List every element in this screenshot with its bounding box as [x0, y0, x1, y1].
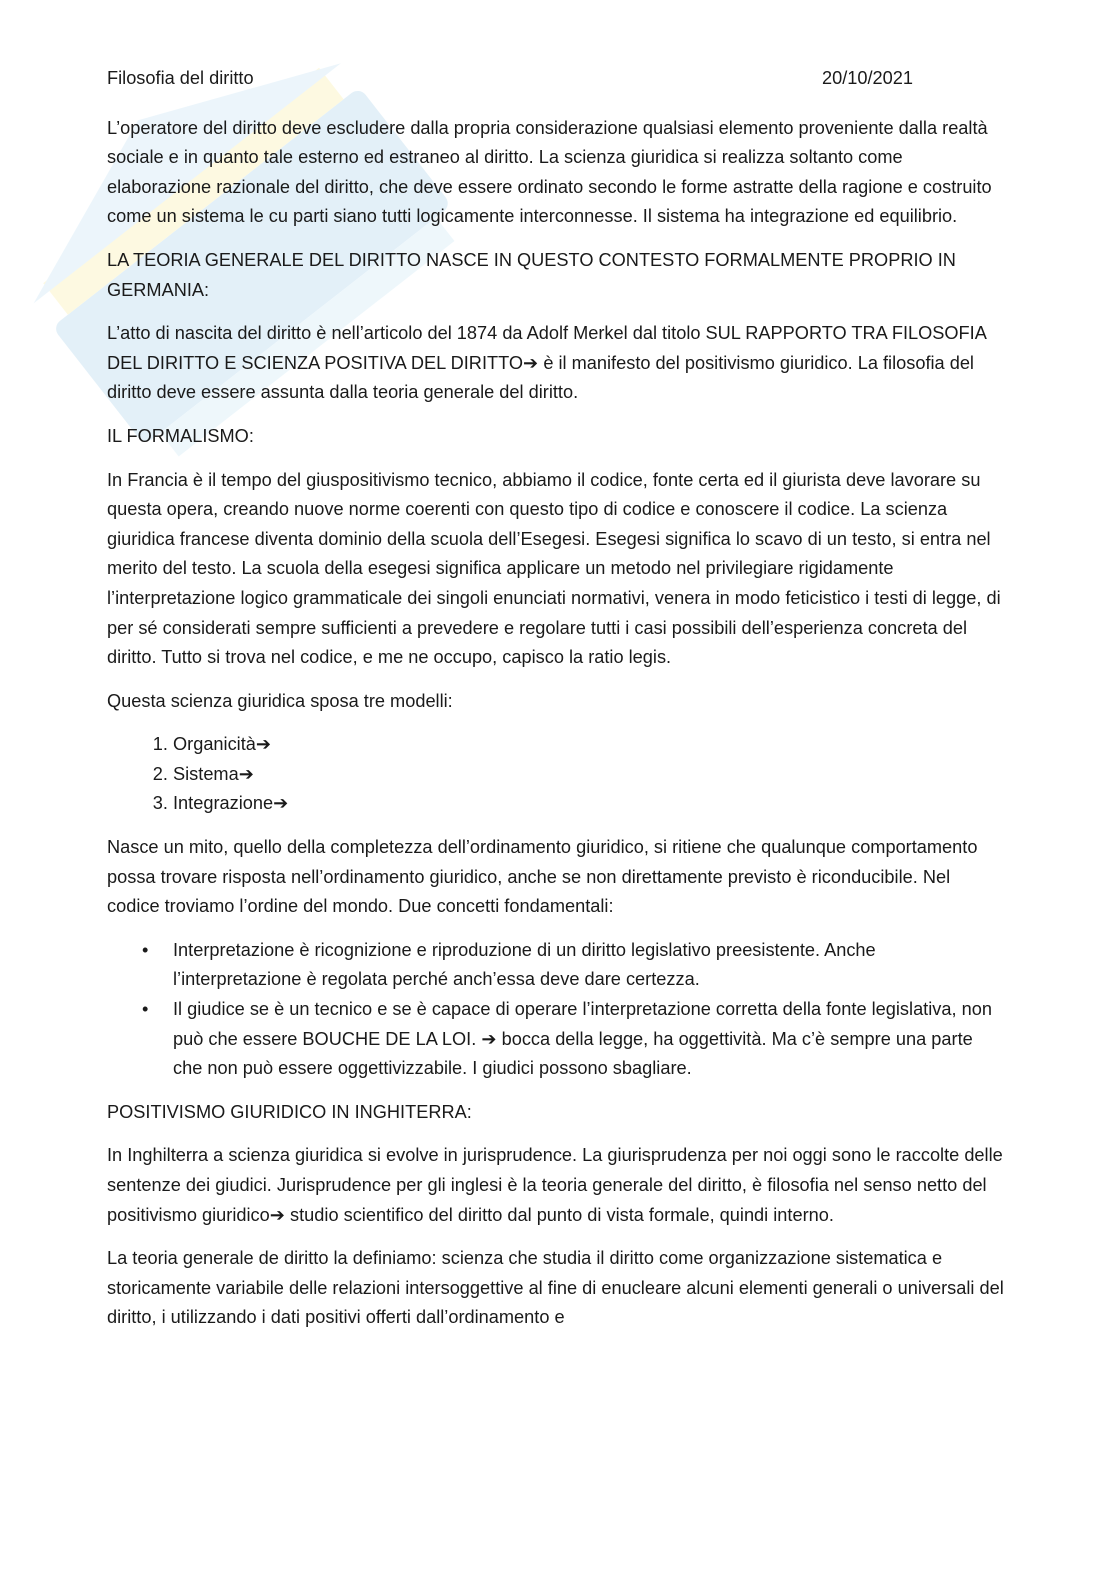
section-heading: LA TEORIA GENERALE DEL DIRITTO NASCE IN QUESTO CONTESTO FORMALMENTE PROPRIO IN GERMANIA:	[107, 249, 956, 300]
list-item: 3. Integrazione➔	[173, 789, 1007, 819]
paragraph: In Francia è il tempo del giuspositivismo tecnico, abbiamo il codice, fonte certa ed il giurista deve lavorare su questa opera, creando nuove norme coerenti con questo tipo di codice e conoscere il codice. La scienza giuridica francese diventa dominio della scuola dell’Esegesi. Esegesi significa lo scavo di un testo, si entra nel merito del testo. La scuola della esegesi significa applicare un metodo nel privilegiare rigidamente l’interpretazione logico grammaticale dei singoli enunciati normativi, venera in modo feticistico i testi di legge, di per sé considerati sempre sufficienti a prevedere e regolare tutti i casi possibili dell’esperienza concreta del diritto. Tutto si trova nel codice, e me ne occupo, capisco la ratio legis.	[107, 469, 1001, 668]
paragraph: L’atto di nascita del diritto è nell’articolo del 1874 da Adolf Merkel dal titolo SUL RAPPORTO TRA FILOSOFIA DEL DIRITTO E SCIENZA POSITIVA DEL DIRITTO➔ è il manifesto del positivismo giuridico. La filosofia del diritto deve essere assunta dalla teoria generale del diritto.	[107, 323, 986, 403]
list-item: • Interpretazione è ricognizione e riproduzione di un diritto legislativo preesistente. Anche l’interpretazione è regolata perché anch’essa deve dare certezza.	[173, 936, 1007, 995]
bullet-list	[107, 936, 1007, 1084]
document-body	[107, 64, 1007, 1347]
paragraph: In Inghilterra a scienza giuridica si evolve in jurisprudence. La giurisprudenza per noi oggi sono le raccolte delle sentenze dei giudici. Jurisprudence per gli inglesi è la teoria generale del diritto, è filosofia nel senso netto del positivismo giuridico➔ studio scientifico del diritto dal punto di vista formale, quindi interno.	[107, 1145, 1003, 1225]
numbered-list	[107, 730, 1007, 819]
list-item: • Il giudice se è un tecnico e se è capace di operare l’interpretazione corretta della fonte legislativa, non può che essere BOUCHE DE LA LOI. ➔ bocca della legge, ha oggettività. Ma c’è sempre una parte che non può essere oggettivizzabile. I giudici possono sbagliare.	[173, 995, 1007, 1084]
list-item: 2. Sistema➔	[173, 760, 1007, 790]
section-heading: POSITIVISMO GIURIDICO IN INGHITERRA:	[107, 1101, 472, 1122]
paragraph: La teoria generale de diritto la definiamo: scienza che studia il diritto come organizzazione sistematica e storicamente variabile delle relazioni intersoggettive al fine di enucleare alcuni elementi generali o universali del diritto, i utilizzando i dati positivi offerti dall’ordinamento e	[107, 1248, 1004, 1328]
paragraph: L’operatore del diritto deve escludere dalla propria considerazione qualsiasi elemento proveniente dalla realtà sociale e in quanto tale esterno ed estraneo al diritto. La scienza giuridica si realizza soltanto come elaborazione razionale del diritto, che deve essere ordinato secondo le forme astratte della ragione e costruito come un sistema le cu parti siano tutti logicamente interconnesse. Il sistema ha integrazione ed equilibrio.	[107, 117, 992, 227]
paragraph: Questa scienza giuridica sposa tre modelli:	[107, 690, 453, 711]
paragraph: Nasce un mito, quello della completezza dell’ordinamento giuridico, si ritiene che qualunque comportamento possa trovare risposta nell’ordinamento giuridico, anche se non direttamente previsto è riconducibile. Nel codice troviamo l’ordine del mondo. Due concetti fondamentali:	[107, 837, 978, 917]
list-item: 1. Organicità➔	[173, 730, 1007, 760]
document-date: 20/10/2021	[821, 68, 913, 88]
section-heading: IL FORMALISMO:	[107, 425, 254, 446]
page-header	[107, 64, 913, 94]
document-title: Filosofia del diritto	[107, 68, 254, 88]
